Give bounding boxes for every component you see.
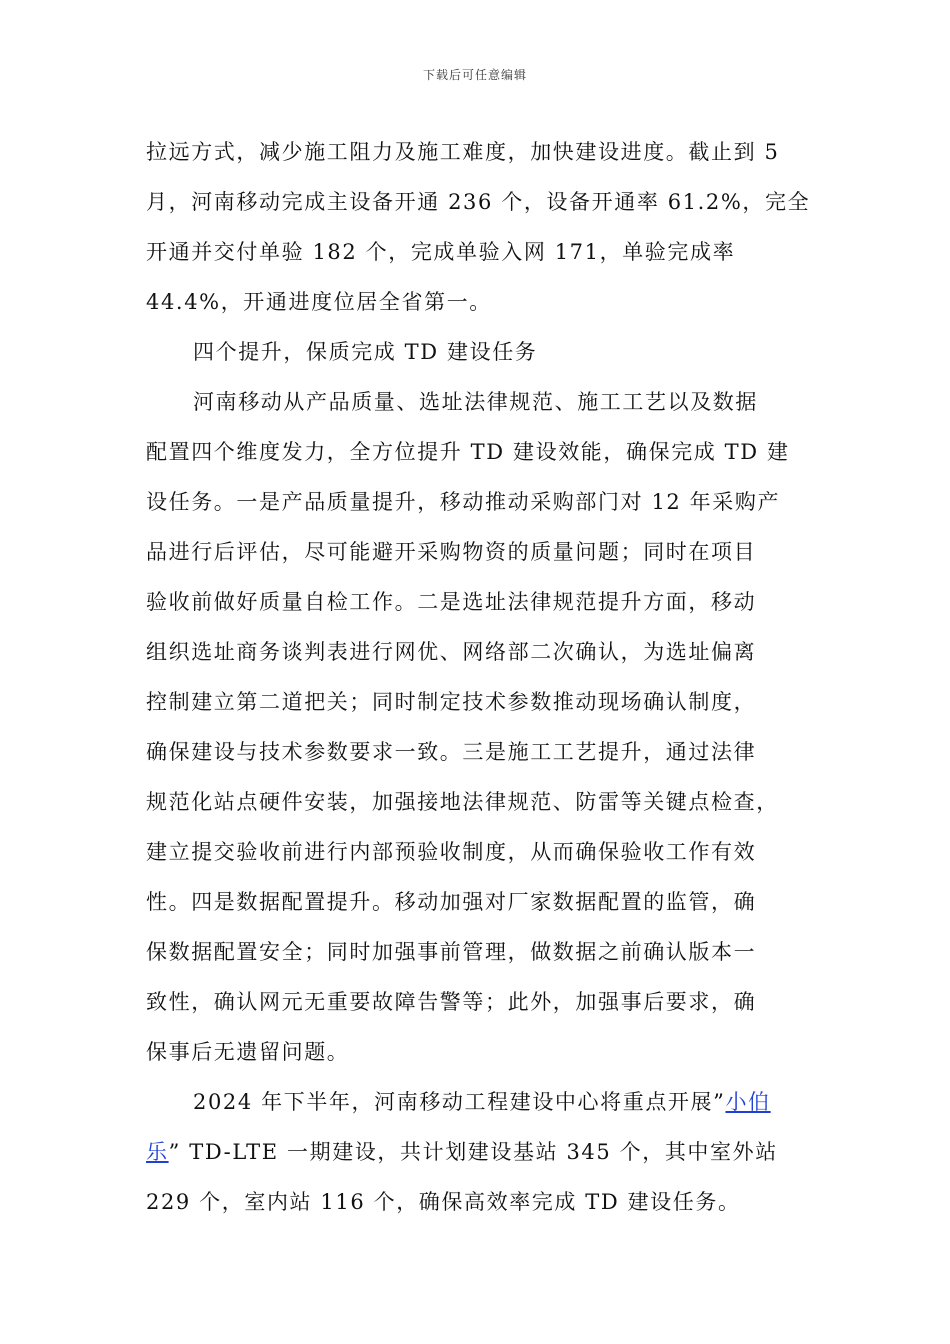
closing-line-3: 229 个，室内站 116 个，确保高效率完成 TD 建设任务。 (146, 1190, 741, 1214)
text-line: 月，河南移动完成主设备开通 236 个，设备开通率 61.2%，完全 (146, 190, 811, 214)
text-line: 配置四个维度发力，全方位提升 TD 建设效能，确保完成 TD 建 (146, 440, 790, 464)
text-line: 开通并交付单验 182 个，完成单验入网 171，单验完成率 (146, 240, 736, 264)
closing-line-1 (193, 1087, 826, 1117)
project-link[interactable]: 小伯 (725, 1090, 771, 1114)
text-line: 规范化站点硬件安装，加强接地法律规范、防雷等关键点检查， (146, 790, 779, 814)
section-heading: 四个提升，保质完成 TD 建设任务 (193, 340, 538, 364)
text-line: 拉远方式，减少施工阻力及施工难度，加快建设进度。截止到 5 (146, 140, 780, 164)
text-line: 致性，确认网元无重要故障告警等；此外，加强事后要求，确 (146, 990, 757, 1014)
text-line: 品进行后评估，尽可能避开采购物资的质量问题；同时在项目 (146, 540, 757, 564)
text-line: 保数据配置安全；同时加强事前管理，做数据之前确认版本一 (146, 940, 757, 964)
text-line: 44.4%，开通进度位居全省第一。 (146, 290, 492, 314)
download-note: 下载后可任意编辑 (422, 68, 527, 82)
closing-text: 2024 年下半年，河南移动工程建设中心将重点开展” (193, 1090, 726, 1114)
text-line: 河南移动从产品质量、选址法律规范、施工工艺以及数据 (193, 390, 758, 414)
text-line: 确保建设与技术参数要求一致。三是施工工艺提升，通过法律 (146, 740, 757, 764)
text-line: 组织选址商务谈判表进行网优、网络部二次确认，为选址偏离 (146, 640, 757, 664)
project-link-continued[interactable]: 乐 (146, 1140, 169, 1164)
text-line: 保事后无遗留问题。 (146, 1040, 350, 1064)
text-line: 设任务。一是产品质量提升，移动推动采购部门对 12 年采购产 (146, 490, 781, 514)
text-line: 验收前做好质量自检工作。二是选址法律规范提升方面，移动 (146, 590, 757, 614)
text-line: 控制建立第二道把关；同时制定技术参数推动现场确认制度， (146, 690, 757, 714)
closing-line-2 (146, 1137, 826, 1167)
text-line: 性。四是数据配置提升。移动加强对厂家数据配置的监管，确 (146, 890, 757, 914)
closing-text: ” TD-LTE 一期建设，共计划建设基站 345 个，其中室外站 (168, 1140, 778, 1164)
text-line: 建立提交验收前进行内部预验收制度，从而确保验收工作有效 (146, 840, 757, 864)
